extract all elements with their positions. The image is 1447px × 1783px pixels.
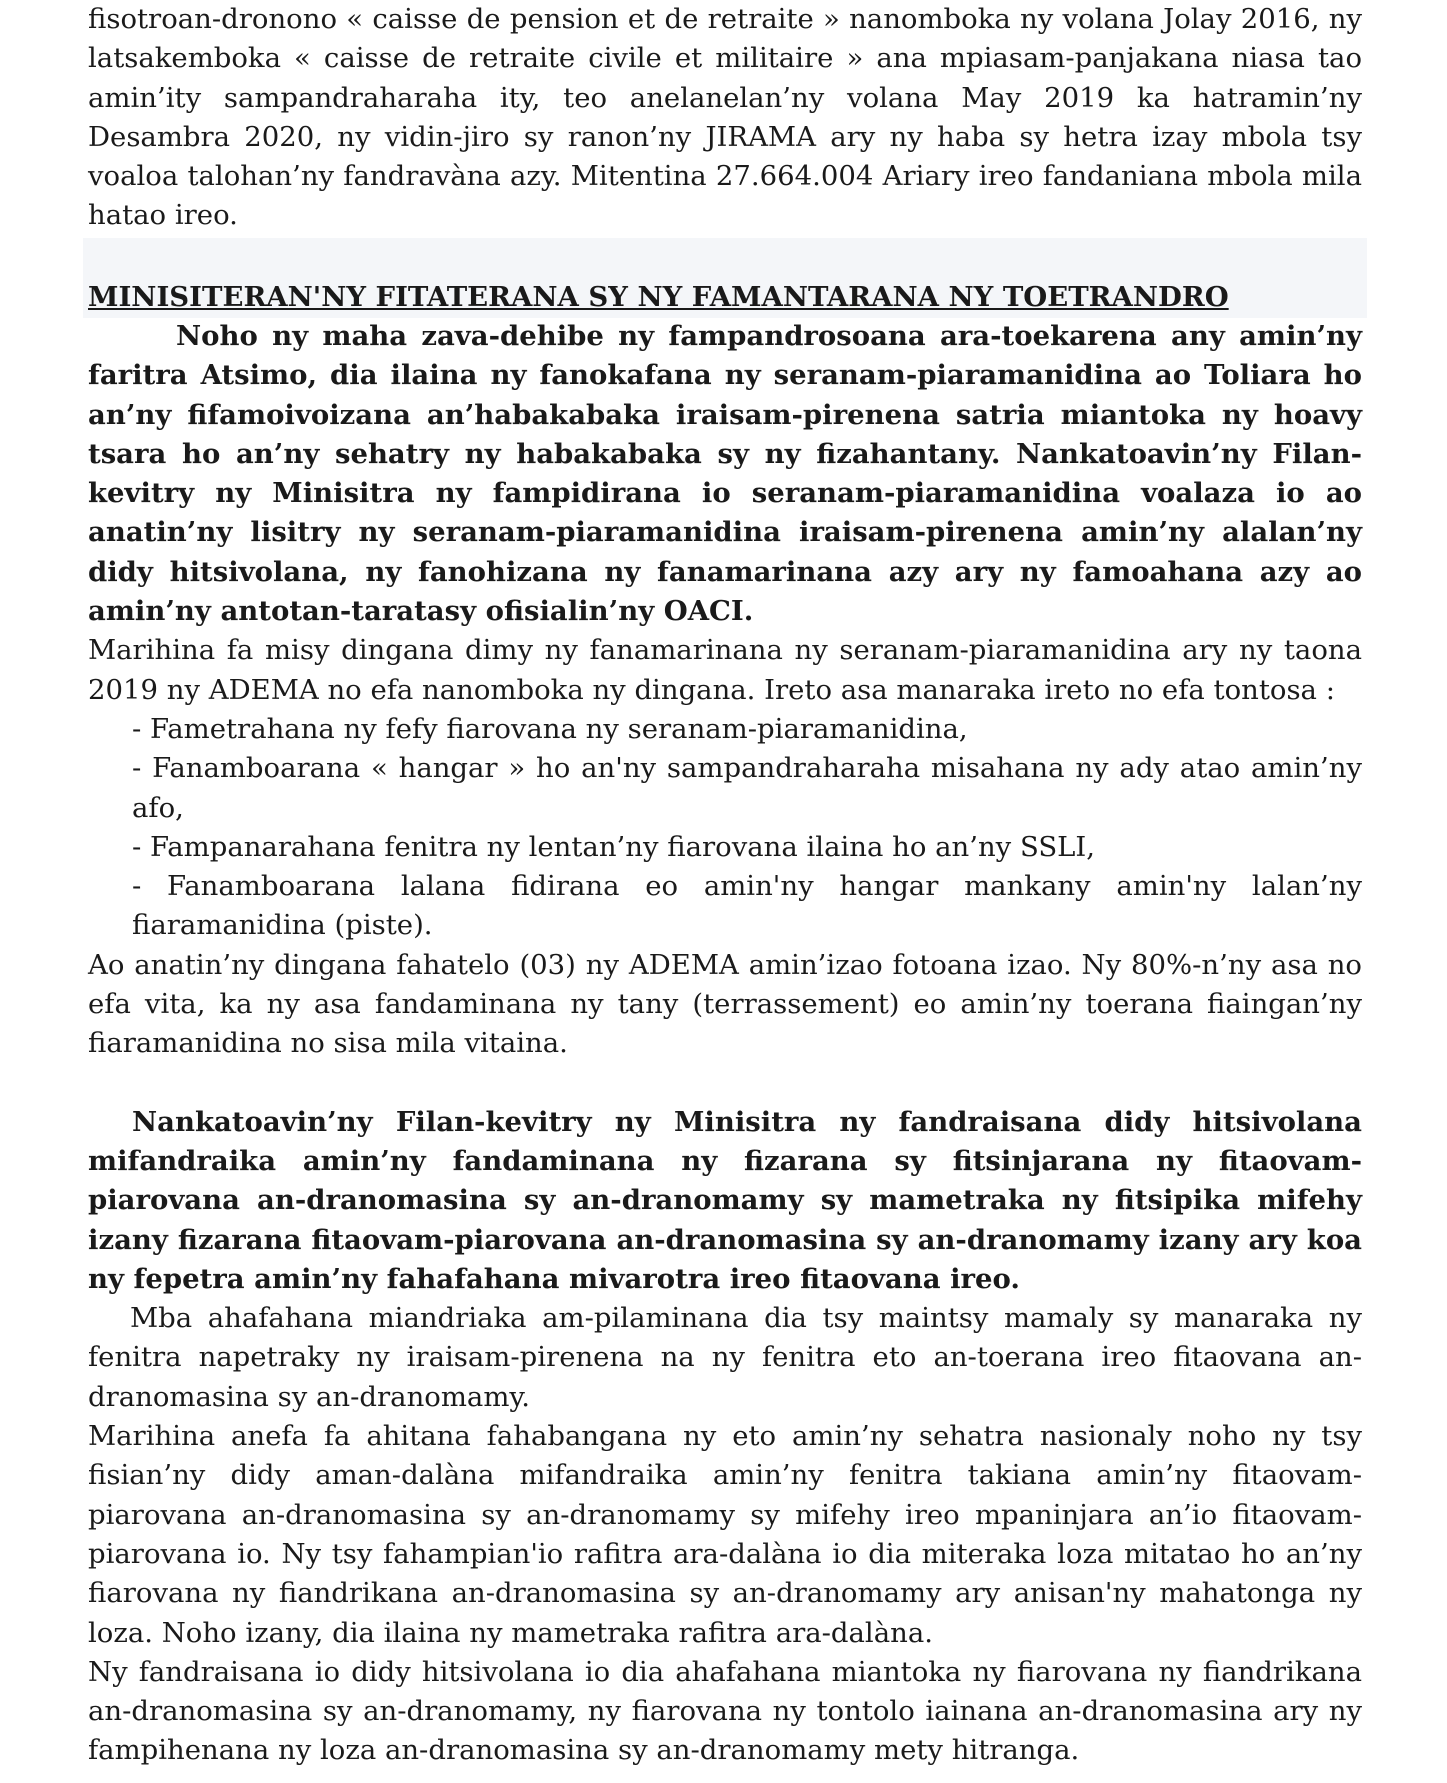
list-item: - Fanamboarana « hangar » ho an'ny sampandraharaha misahana ny ady atao amin’ny afo, (132, 752, 1362, 824)
bold-paragraph-2: Nankatoavin’ny Filan-kevitry ny Minisitra ny fandraisana didy hitsivolana mifandraika amin’ny fandaminana ny fizarana sy fitsinjarana ny fitaovam-piarovana an-dranomasina sy an-dranomamy sy mametraka ny fitsipika mifehy izany fizarana fitaovam-piarovana an-dranomasina sy an-dranomamy izany ary koa ny fepetra amin’ny fahafahana mivarotra ireo fitaovana ireo. (88, 1105, 1362, 1295)
intro-block (88, 0, 1362, 236)
paragraph-4: Mba ahafahana miandriaka am-pilaminana dia tsy maintsy mamaly sy manaraka ny fenitra napetraky ny iraisam-pirenena na ny fenitra eto an-toerana ireo fitaovana an-dranomasina sy an-dranomamy. (88, 1302, 1362, 1413)
bold-paragraph-1: Noho ny maha zava-dehibe ny fampandrosoana ara-toekarena any amin’ny faritra Atsimo, dia ilaina ny fanokafana ny seranam-piaramanidina ao Toliara ho an’ny fifamoivoizana an’habakabaka iraisam-pirenena satria miantoka ny hoavy tsara ho an’ny sehatry ny habakabaka sy ny fizahantany. Nankatoavin’ny Filan-kevitry ny Minisitra ny fampidirana io seranam-piaramanidina voalaza io ao anatin’ny lisitry ny seranam-piaramanidina iraisam-pirenena amin’ny alalan’ny didy hitsivolana, ny fanohizana ny fanamarinana azy ary ny famoahana azy ao amin’ny antotan-taratasy ofisialin’ny OACI. (88, 320, 1362, 628)
intro-paragraph: fisotroan-dronono « caisse de pension et de retraite » nanomboka ny volana Jolay 2016, ny latsakemboka « caisse de retraite civile et militaire » ana mpiasam-panjakana niasa tao amin’ity sampandraharaha ity, teo anelanelan’ny volana May 2019 ka hatramin’ny Desambra 2020, ny vidin-jiro sy ranon’ny JIRAMA ary ny haba sy hetra izay mbola tsy voaloa talohan’ny fandravàna azy. Mitentina 27.664.004 Ariary ireo fandaniana mbola mila hatao ireo. (88, 3, 1362, 232)
section-heading: MINISITERAN'NY FITATERANA SY NY FAMANTARANA NY TOETRANDRO (88, 281, 1229, 313)
list-item: - Fampanarahana fenitra ny lentan’ny fiarovana ilaina ho an’ny SSLI, (132, 830, 1096, 863)
list-item: - Fanamboarana lalana fidirana eo amin'ny hangar mankany amin'ny lalan’ny fiaramanidina (piste). (132, 870, 1362, 942)
spacer (88, 1064, 1362, 1103)
task-list (88, 710, 1362, 946)
list-item: - Fametrahana ny fefy fiarovana ny seranam-piaramanidina, (132, 712, 968, 745)
paragraph-5: Marihina anefa fa ahitana fahabangana ny eto amin’ny sehatra nasionaly noho ny tsy fisian’ny didy aman-dalàna mifandraika amin’ny fenitra takiana amin’ny fitaovam-piarovana an-dranomasina sy an-dranomamy sy mifehy ireo mpaninjara an’io fitaovam-piarovana io. Ny tsy fahampian'io rafitra ara-dalàna io dia miteraka loza mitatao ho an’ny fiarovana ny fiandrikana an-dranomasina sy an-dranomamy ary anisan'ny mahatonga ny loza. Noho izany, dia ilaina ny mametraka rafitra ara-dalàna. (88, 1420, 1362, 1649)
paragraph-6: Ny fandraisana io didy hitsivolana io dia ahafahana miantoka ny fiarovana ny fiandrikana an-dranomasina sy an-dranomamy, ny fiarovana ny tontolo iainana an-dranomasina ary ny fampihenana ny loza an-dranomasina sy an-dranomamy mety hitranga. (88, 1655, 1362, 1767)
section-body (88, 317, 1362, 1771)
paragraph-2: Marihina fa misy dingana dimy ny fanamarinana ny seranam-piaramanidina ary ny taona 2019 ny ADEMA no efa nanomboka ny dingana. Ireto asa manaraka ireto no efa tontosa : (88, 634, 1362, 706)
paragraph-3: Ao anatin’ny dingana fahatelo (03) ny ADEMA amin’izao fotoana izao. Ny 80%-n’ny asa no efa vita, ka ny asa fandaminana ny tany (terrassement) eo amin’ny toerana fiaingan’ny fiaramanidina no sisa mila vitaina. (88, 948, 1362, 1060)
